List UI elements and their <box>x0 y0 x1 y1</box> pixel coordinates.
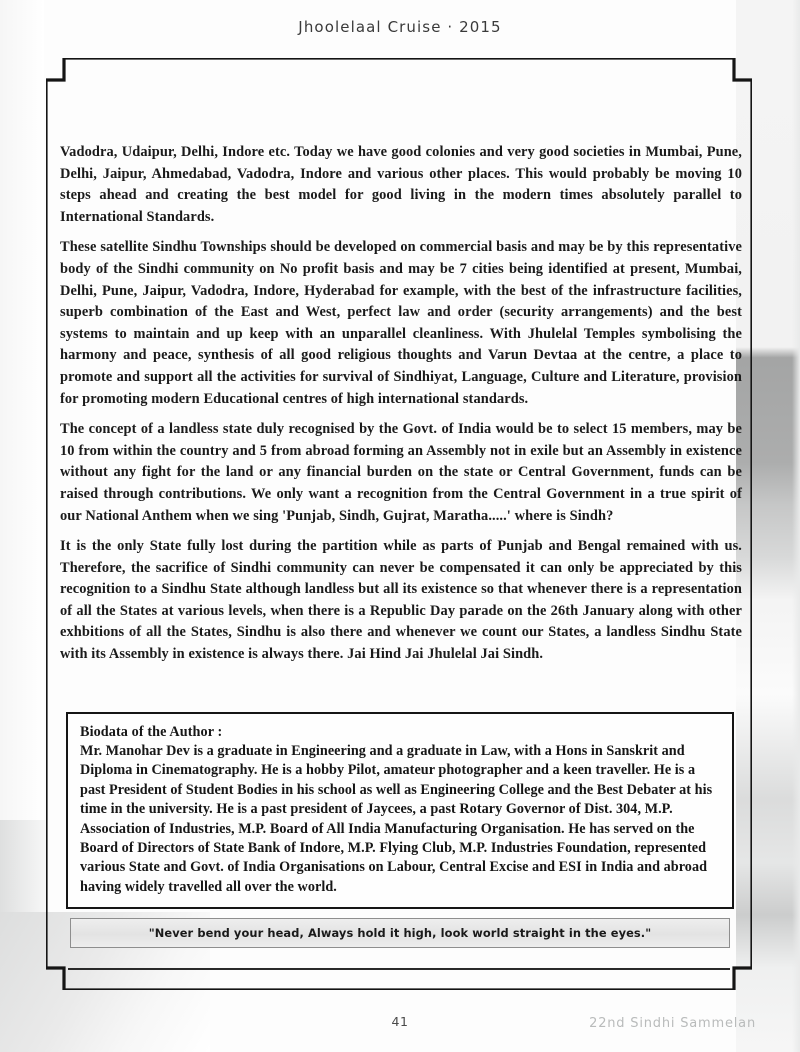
article-body <box>60 142 742 666</box>
page-number: 41 <box>391 1014 409 1029</box>
paragraph: Vadodra, Udaipur, Delhi, Indore etc. Today we have good colonies and very good societies in Mumbai, Pune, Delhi, Jaipur, Ahmedabad, Vadodra, Indore and various other places. This would probably be moving 10 steps ahead and creating the best model for good living in the modern times absolutely parallel to International Standards. <box>60 144 742 225</box>
quote-banner <box>70 918 730 948</box>
biodata-title: Biodata of the Author : <box>80 724 223 740</box>
quote-text: "Never bend your head, Always hold it high, look world straight in the eyes." <box>148 926 652 940</box>
paragraph: The concept of a landless state duly recognised by the Govt. of India would be to select 15 members, may be 10 from within the country and 5 from abroad forming an Assembly not in exile but an Assembly in existence without any fight for the land or any financial burden on the state or Central Government, funds can be raised through contributions. We only want a recognition from the Central Government in a true spirit of our National Anthem when we sing 'Punjab, Sindh, Gujrat, Maratha.....' where is Sindh? <box>60 421 742 524</box>
biodata-box <box>66 712 734 909</box>
running-head: Jhoolelaal Cruise · 2015 <box>298 18 502 36</box>
scan-shadow-right-edge <box>792 0 800 1052</box>
biodata-text: Mr. Manohar Dev is a graduate in Engineering and a graduate in Law, with a Hons in Sanskrit and Diploma in Cinematography. He is a hobby Pilot, amateur photographer and a keen traveller. He is a past President of Student Bodies in his school as well as Engineering College and the Best Debater at his time in the university. He is a past president of Jaycees, a past Rotary Governor of Dist. 304, M.P. Association of Industries, M.P. Board of All India Manufacturing Organisation. He has served on the Board of Directors of State Bank of Indore, M.P. Flying Club, M.P. Industries Foundation, represented various State and Govt. of India Organisations on Labour, Central Excise and ESI in India and abroad having widely travelled all over the world. <box>80 743 713 895</box>
footer-divider-rule <box>68 968 730 970</box>
footer-event-name: 22nd Sindhi Sammelan <box>589 1016 756 1031</box>
paragraph: These satellite Sindhu Townships should be developed on commercial basis and may be by this representative body of the Sindhi community on No profit basis and may be 7 cities being identified at present, Mumbai, Delhi, Pune, Jaipur, Vadodra, Indore, Hyderabad for example, with the best of the infrastructure facilities, superb combination of the East and West, perfect law and order (security arrangements) and the best systems to maintain and up keep with an unparallel cleanliness. With Jhulelal Temples symbolising the harmony and peace, synthesis of all good religious thoughts and Varun Devtaa at the centre, a place to promote and support all the activities for survival of Sindhiyat, Language, Culture and Literature, provision for promoting modern Educational centres of high international standards. <box>60 239 742 407</box>
paragraph: It is the only State fully lost during the partition while as parts of Punjab and Bengal remained with us. Therefore, the sacrifice of Sindhi community can never be compensated it can only be appreciated by this recognition to a Sindhu State although landless but all its existence so that whenever there is a representation of all the States at various levels, when there is a Republic Day parade on the 26th January along with other exhbitions of all the States, Sindhu is also there and whenever we count our States, a landless Sindhu State with its Assembly in existence is always there. Jai Hind Jai Jhulelal Jai Sindh. <box>60 538 742 663</box>
